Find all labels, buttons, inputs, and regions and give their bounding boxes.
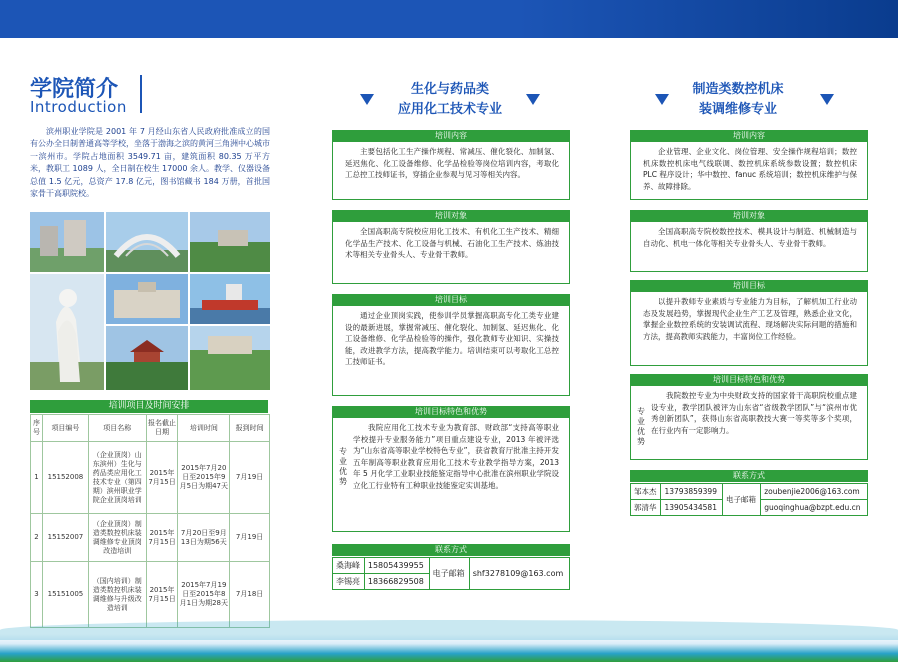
row-report: 7月19日 (230, 514, 270, 562)
contact-email[interactable]: shf3278109@163.com (469, 558, 569, 590)
chem-target-text: 全国高职高专院校应用化工技术、有机化工生产技术、精细化学品生产技术、化工设备与机械、石油化工生产技术、炼油技术等相关专业骨头人、专业骨干教师。 (345, 227, 559, 259)
chem-target-head: 培训对象 (332, 210, 570, 222)
chem-title-line2: 应用化工技术专业 (397, 102, 502, 117)
cnc-title-line2: 装调维修专业 (698, 102, 777, 117)
cnc-title-line1: 制造类数控机床 (692, 82, 784, 97)
chem-title-line1: 生化与药品类 (410, 82, 489, 97)
intro-subtitle: Introduction (30, 98, 127, 116)
cnc-content-text: 企业管理、企业文化、岗位管理、安全操作规程培训；数控机床数控机床电气线联调、数控机床系统参数设置；数控机床 PLC 程序设计；华中数控、fanuc 系统培训；数控机床维护与保养、故障排除。 (643, 147, 857, 191)
chem-contact-head: 联系方式 (332, 544, 570, 556)
cnc-goal-head: 培训目标 (630, 280, 868, 292)
header-name: 项目名称 (88, 415, 146, 442)
chem-content-head: 培训内容 (332, 130, 570, 142)
contact-phone: 13793859399 (661, 484, 723, 500)
chem-goal-box (332, 294, 570, 396)
cnc-contact-head: 联系方式 (630, 470, 868, 482)
table-row (31, 562, 270, 628)
row-name: （企业顶岗）山东滨州）生化与药品类应用化工技术专业（第四期）滨州职业学院企业顶岗培训 (88, 442, 146, 514)
down-triangle-icon (526, 94, 540, 105)
chem-feature-text: 我院应用化工技术专业为教育部、财政部“支持高等职业学校提升专业服务能力”项目重点建设专业，2013 年被评选为“山东省高等职业学校特色专业”，获省教育厅批准主持开发五年制高等职业教育应用化工技术专业教学指导方案，2013 年 5 月化学工业职业技能鉴定指导中心批准在滨州职业学院设立化工行业特有工种职业技能鉴定实训基地。 (353, 423, 559, 490)
cnc-content-box (630, 130, 868, 200)
contact-row (333, 558, 570, 574)
cnc-content-head: 培训内容 (630, 130, 868, 142)
row-name: （国内培训）制造类数控机床装调维修与升级改造培训 (88, 562, 146, 628)
row-no: 3 (31, 562, 43, 628)
header-report: 报到时间 (230, 415, 270, 442)
header-deadline: 报名截止日期 (146, 415, 178, 442)
cnc-title (680, 80, 796, 120)
chem-content-box (332, 130, 570, 200)
contact-name: 邹本杰 (631, 484, 661, 500)
contact-phone: 15805439955 (364, 558, 429, 574)
cnc-target-text: 全国高职高专院校数控技术、模具设计与制造、机械制造与自动化、机电一体化等相关专业骨头人、专业骨干教师。 (643, 227, 857, 248)
intro-text: 滨州职业学院是 2001 年 7 月经山东省人民政府批准成立的国有公办全日制普通高等学校，坐落于渤海之滨的黄河三角洲中心城市一滨州市。学院占地面积 3549.71 亩，建筑面积 80.35 万平方米，教职工 1089 人，全日制在校生 17000 余人。教学、仪器设备总值 1.5 亿元，总资产 17.8 亿元，图书馆藏书 184 万册，首批国家骨干高职院校。 (30, 127, 270, 199)
bottom-wave-band (0, 634, 898, 662)
chem-feature-box (332, 406, 570, 532)
chem-feature-head: 培训目标特色和优势 (332, 406, 570, 418)
row-code: 15151005 (42, 562, 88, 628)
row-period: 7月20日至9月13日为期56天 (178, 514, 230, 562)
cnc-feature-box (630, 374, 868, 460)
cnc-feature-label: 专业优势 (637, 407, 645, 446)
campus-photos-image (30, 212, 270, 390)
chem-contact-table (332, 557, 570, 590)
chem-goal-head: 培训目标 (332, 294, 570, 306)
contact-phone: 13905434581 (661, 500, 723, 516)
row-no: 1 (31, 442, 43, 514)
title-divider (140, 75, 142, 113)
row-deadline: 2015年7月15日 (146, 442, 178, 514)
contact-name: 郭清华 (631, 500, 661, 516)
row-period: 2015年7月19日至2015年8月1日为期28天 (178, 562, 230, 628)
cnc-feature-text: 我院数控专业为中央财政支持的国家骨干高职院校重点建设专业，教学团队被评为山东省“省级教学团队”与“滨州市优秀创新团队”，获得山东省高职教技大赛一等奖等多个奖项，在行业内有一定影响力。 (651, 391, 857, 435)
chem-feature-label: 专业优势 (339, 447, 347, 486)
table-row (31, 442, 270, 514)
row-no: 2 (31, 514, 43, 562)
chem-content-text: 主要包括化工生产操作规程、常减压、催化裂化、加制氢、延迟焦化、化工设备维修、化学品检验等岗位培训内容，考取化工总控工技师证书，穿插企业参观与见习等相关内容。 (345, 147, 559, 179)
schedule-table (30, 414, 270, 628)
cnc-target-head: 培训对象 (630, 210, 868, 222)
contact-phone: 18366829508 (364, 574, 429, 590)
row-name: （企业顶岗）制造类数控机床装调维修专业顶岗改造培训 (88, 514, 146, 562)
row-deadline: 2015年7月15日 (146, 514, 178, 562)
schedule-title: 培训项目及时间安排 (30, 400, 268, 413)
row-report: 7月19日 (230, 442, 270, 514)
cnc-contact-table (630, 483, 868, 516)
contact-name: 桑海峰 (333, 558, 365, 574)
row-period: 2015年7月20日至2015年9月5日为期47天 (178, 442, 230, 514)
row-report: 7月18日 (230, 562, 270, 628)
cnc-goal-text: 以提升教师专业素质与专业能力为目标，了解机加工行业动态及发展趋势，掌握现代企业生产工艺及管理，熟悉企业文化，掌握企业数控系统的安装调试流程、现场解决实际问题的措施和方法，提高教师实践能力，丰富岗位工作经验。 (643, 297, 857, 341)
contact-name: 李锡亮 (333, 574, 365, 590)
row-deadline: 2015年7月15日 (146, 562, 178, 628)
down-triangle-icon (360, 94, 374, 105)
contact-email[interactable]: zoubenjie2006@163.com (761, 484, 868, 500)
header-code: 项目编号 (42, 415, 88, 442)
header-period: 培训时间 (178, 415, 230, 442)
chem-title (380, 80, 520, 120)
schedule-header-row (31, 415, 270, 442)
row-code: 15152008 (42, 442, 88, 514)
email-label: 电子邮箱 (722, 484, 760, 516)
row-code: 15152007 (42, 514, 88, 562)
cnc-feature-head: 培训目标特色和优势 (630, 374, 868, 386)
down-triangle-icon (655, 94, 669, 105)
contact-row (631, 484, 868, 500)
intro-title: 学院简介 (30, 77, 119, 102)
down-triangle-icon (820, 94, 834, 105)
header-no: 序号 (31, 415, 43, 442)
chem-target-box (332, 210, 570, 284)
email-label: 电子邮箱 (429, 558, 469, 590)
table-row (31, 514, 270, 562)
cnc-goal-box (630, 280, 868, 366)
cnc-target-box (630, 210, 868, 272)
chem-goal-text: 通过企业顶岗实践，使参训学员掌握高职高专化工类专业建设的最新进展，掌握常减压、催化裂化、加制氢、延迟焦化、化工设备维修、化学品检验等的操作，强化教师专业知识、实操技能，改进教学方法，提高教学能力。培训结束可以考取化工总控工技师证书。 (345, 311, 559, 366)
campus-photo-collage (30, 212, 270, 390)
contact-email[interactable]: guoqinghua@bzpt.edu.cn (761, 500, 868, 516)
top-header-band (0, 0, 898, 38)
